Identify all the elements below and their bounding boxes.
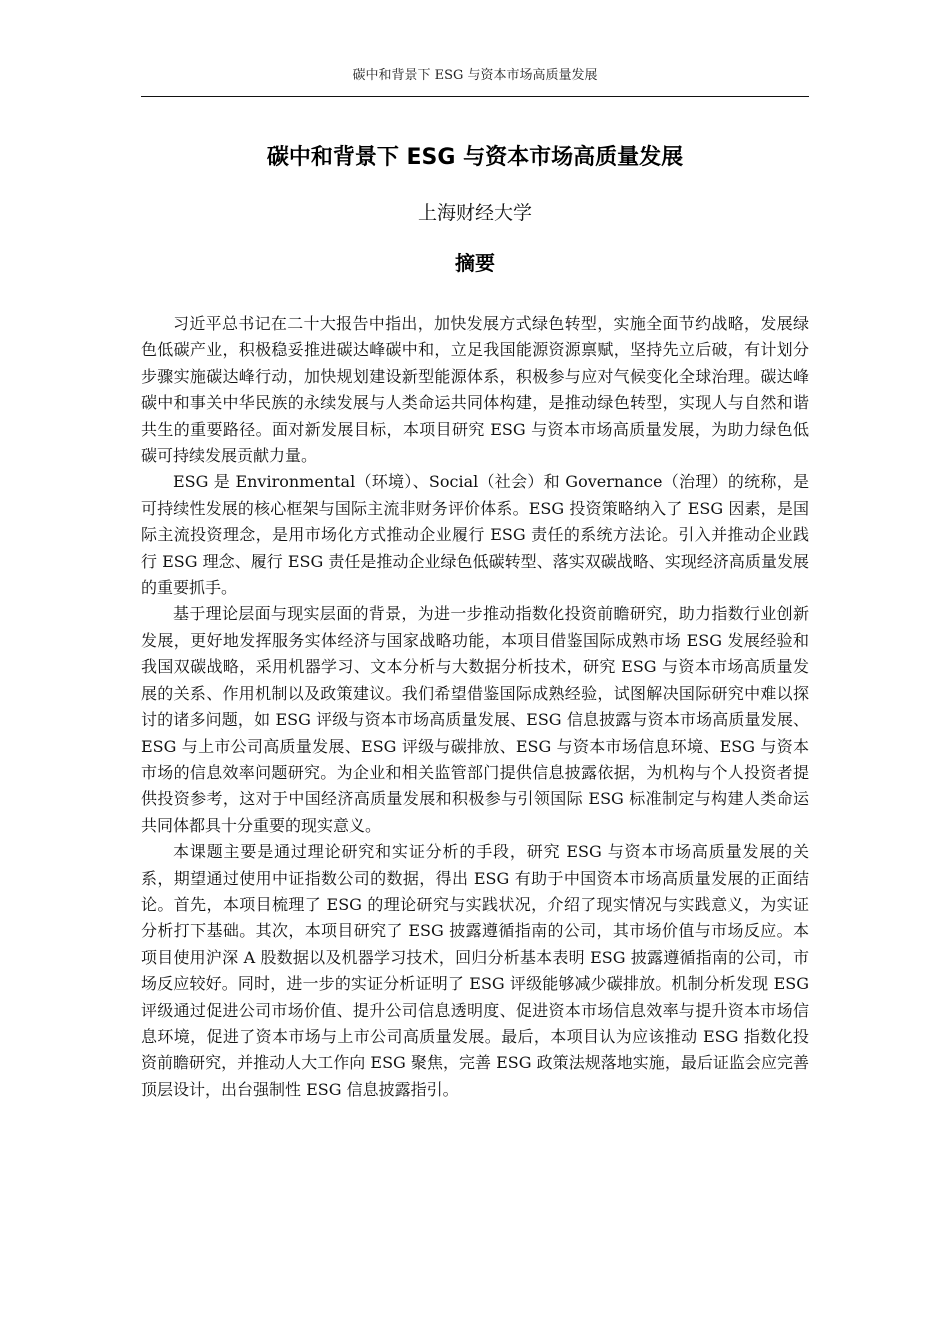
abstract-paragraph: 基于理论层面与现实层面的背景，为进一步推动指数化投资前瞻研究，助力指数行业创新发展，更好地发挥服务实体经济与国家战略功能，本项目借鉴国际成熟市场 ESG 发展经验和我国双碳战略，采用机器学习、文本分析与大数据分析技术，研究 ESG 与资本市场高质量发展的关系、作用机制以及政策建议。我们希望借鉴国际成熟经验，试图解决国际研究中难以探讨的诸多问题，如 ESG 评级与资本市场高质量发展、ESG 信息披露与资本市场高质量发展、ESG 与上市公司高质量发展、ESG 评级与碳排放、ESG 与资本市场信息环境、ESG 与资本市场的信息效率问题研究。为企业和相关监管部门提供信息披露依据，为机构与个人投资者提供投资参考，这对于中国经济高质量发展和积极参与引领国际 ESG 标准制定与构建人类命运共同体都具十分重要的现实意义。 — [141, 604, 809, 835]
abstract-body — [141, 311, 809, 1103]
author-affiliation: 上海财经大学 — [417, 202, 532, 224]
abstract-paragraph: 本课题主要是通过理论研究和实证分析的手段，研究 ESG 与资本市场高质量发展的关系，期望通过使用中证指数公司的数据，得出 ESG 有助于中国资本市场高质量发展的正面结论。首先，本项目梳理了 ESG 的理论研究与实践状况，介绍了现实情况与实践意义，为实证分析打下基础。其次，本项目研究了 ESG 披露遵循指南的公司，其市场价值与市场反应。本项目使用沪深 A 股数据以及机器学习技术，回归分析基本表明 ESG 披露遵循指南的公司，市场反应较好。同时，进一步的实证分析证明了 ESG 评级能够减少碳排放。机制分析发现 ESG 评级通过促进公司市场价值、提升公司信息透明度、促进资本市场信息效率与提升资本市场信息环境，促进了资本市场与上市公司高质量发展。最后，本项目认为应该推动 ESG 指数化投资前瞻研究，并推动人大工作向 ESG 聚焦，完善 ESG 政策法规落地实施，最后证监会应完善顶层设计，出台强制性 ESG 信息披露指引。 — [141, 842, 809, 1099]
header-rule — [141, 96, 809, 97]
abstract-paragraph: 习近平总书记在二十大报告中指出，加快发展方式绿色转型，实施全面节约战略，发展绿色低碳产业，积极稳妥推进碳达峰碳中和，立足我国能源资源禀赋，坚持先立后破，有计划分步骤实施碳达峰行动，加快规划建设新型能源体系，积极参与应对气候变化全球治理。碳达峰碳中和事关中华民族的永续发展与人类命运共同体构建，是推动绿色转型，实现人与自然和谐共生的重要路径。面对新发展目标，本项目研究 ESG 与资本市场高质量发展，为助力绿色低碳可持续发展贡献力量。 — [141, 314, 809, 466]
running-header: 碳中和背景下 ESG 与资本市场高质量发展 — [352, 68, 598, 83]
abstract-heading: 摘要 — [455, 251, 495, 275]
abstract-paragraph: ESG 是 Environmental（环境）、Social（社会）和 Governance（治理）的统称，是可持续性发展的核心框架与国际主流非财务评价体系。ESG 投资策略纳入了 ESG 因素，是国际主流投资理念，是用市场化方式推动企业履行 ESG 责任的系统方法论。引入并推动企业践行 ESG 理念、履行 ESG 责任是推动企业绿色低碳转型、落实双碳战略、实现经济高质量发展的重要抓手。 — [141, 472, 809, 598]
paper-title: 碳中和背景下 ESG 与资本市场高质量发展 — [266, 145, 684, 170]
